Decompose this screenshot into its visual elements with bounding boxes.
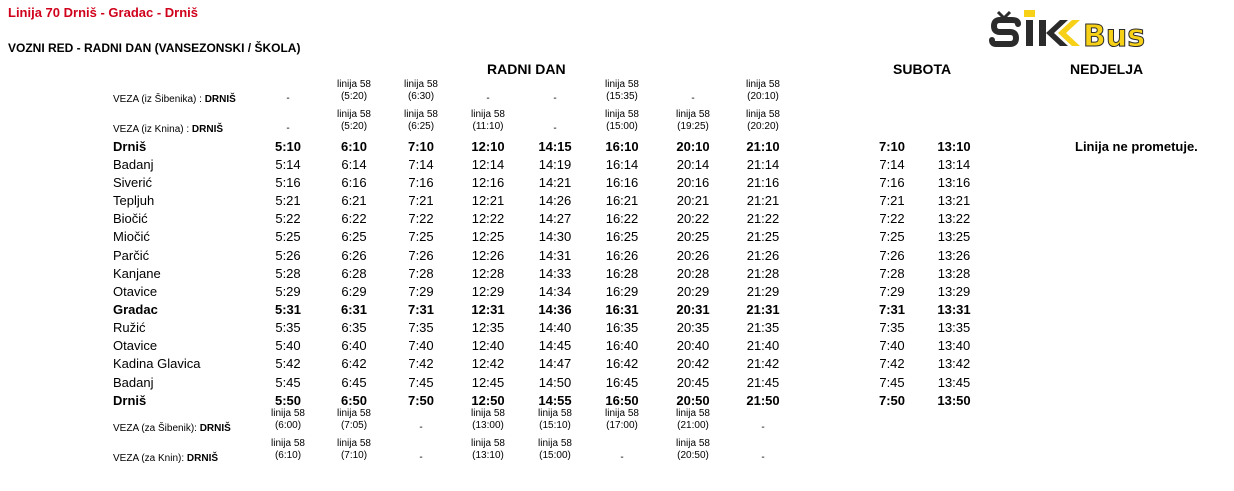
column-header-radni-dan: RADNI DAN xyxy=(487,61,566,77)
veza-cell xyxy=(525,438,585,462)
saturday-departure-time: 13:50 xyxy=(937,393,971,408)
saturday-departure-time: 13:28 xyxy=(937,266,971,281)
stop-name: Badanj xyxy=(113,157,154,172)
veza-cell xyxy=(391,422,451,434)
saturday-departure-time: 7:21 xyxy=(879,193,905,208)
departure-time: 7:35 xyxy=(408,320,434,335)
departure-time: 16:21 xyxy=(605,193,639,208)
departure-time: 7:22 xyxy=(408,211,434,226)
veza-cell xyxy=(458,408,518,432)
departure-time: 16:35 xyxy=(605,320,639,335)
departure-time: 20:25 xyxy=(676,229,710,244)
veza-cell xyxy=(733,79,793,103)
departure-time: 7:26 xyxy=(408,248,434,263)
departure-time: 12:25 xyxy=(471,229,505,244)
saturday-departure-time: 7:42 xyxy=(879,356,905,371)
veza-cell xyxy=(592,79,652,103)
veza-label-place: DRNIŠ xyxy=(199,423,231,434)
veza-line-time: - xyxy=(419,422,423,433)
veza-line-label: linija 58 xyxy=(337,408,371,419)
column-header-nedjelja: NEDJELJA xyxy=(1070,61,1144,77)
departure-time: 14:50 xyxy=(538,375,572,390)
veza-line-label: linija 58 xyxy=(271,438,305,449)
departure-time: 6:35 xyxy=(341,320,367,335)
departure-time: 5:22 xyxy=(275,211,301,226)
saturday-departure-time: 13:26 xyxy=(937,248,971,263)
saturday-departure-time: 13:31 xyxy=(937,302,971,317)
veza-line-time: - xyxy=(419,452,423,463)
veza-cell xyxy=(733,452,793,464)
veza-cell xyxy=(258,123,318,135)
veza-label-text: VEZA (iz Šibenika) : xyxy=(113,94,202,105)
veza-line-time: (15:00) xyxy=(606,121,638,132)
departure-time: 12:45 xyxy=(471,375,505,390)
saturday-departure-time: 7:22 xyxy=(879,211,905,226)
veza-line-time: (15:00) xyxy=(539,450,571,461)
veza-label-text: VEZA (za Knin): xyxy=(113,453,185,464)
saturday-departure-time: 7:16 xyxy=(879,175,905,190)
saturday-departure-time: 13:25 xyxy=(937,229,971,244)
departure-time: 16:42 xyxy=(605,356,639,371)
veza-line-label: linija 58 xyxy=(404,79,438,90)
departure-time: 21:40 xyxy=(746,338,780,353)
veza-cell xyxy=(592,452,652,464)
departure-time: 12:26 xyxy=(471,248,505,263)
departure-time: 20:16 xyxy=(676,175,710,190)
saturday-departure-time: 7:40 xyxy=(879,338,905,353)
departure-time: 20:10 xyxy=(676,139,710,154)
veza-label-place: DRNIŠ xyxy=(186,453,219,464)
saturday-departure-time: 13:22 xyxy=(937,211,971,226)
saturday-departure-time: 13:40 xyxy=(937,338,971,353)
departure-time: 5:29 xyxy=(275,284,301,299)
departure-time: 7:16 xyxy=(408,175,434,190)
sikbus-logo xyxy=(988,8,1168,52)
departure-time: 21:26 xyxy=(746,248,780,263)
departure-time: 14:47 xyxy=(538,356,572,371)
departure-time: 5:10 xyxy=(274,139,302,154)
veza-label-text: VEZA (iz Knina) : xyxy=(113,124,190,135)
departure-time: 16:40 xyxy=(605,338,639,353)
departure-time: 20:31 xyxy=(676,302,710,317)
timetable-title: Linija 70 Drniš - Gradac - Drniš xyxy=(8,5,198,20)
departure-time: 12:29 xyxy=(471,284,505,299)
departure-time: 20:40 xyxy=(676,338,710,353)
departure-time: 7:29 xyxy=(408,284,434,299)
veza-cell xyxy=(324,109,384,133)
veza-line-label: linija 58 xyxy=(538,408,572,419)
saturday-departure-time: 13:35 xyxy=(937,320,971,335)
departure-time: 6:14 xyxy=(341,157,367,172)
veza-cell xyxy=(391,452,451,464)
veza-cell xyxy=(525,408,585,432)
departure-time: 12:21 xyxy=(471,193,505,208)
departure-time: 6:16 xyxy=(341,175,367,190)
saturday-departure-time: 7:45 xyxy=(879,375,905,390)
departure-time: 12:22 xyxy=(471,211,505,226)
departure-time: 6:50 xyxy=(340,393,368,408)
departure-time: 6:25 xyxy=(341,229,367,244)
stop-name: Parčić xyxy=(113,248,150,263)
departure-time: 7:50 xyxy=(407,393,435,408)
departure-time: 6:29 xyxy=(341,284,367,299)
veza-line-time: (6:10) xyxy=(274,450,302,461)
veza-cell xyxy=(324,79,384,103)
saturday-departure-time: 13:16 xyxy=(937,175,971,190)
veza-line-time: - xyxy=(691,93,695,104)
departure-time: 7:25 xyxy=(408,229,434,244)
veza-line-label: linija 58 xyxy=(605,109,639,120)
veza-line-time: - xyxy=(620,452,624,463)
veza-line-label: linija 58 xyxy=(404,109,438,120)
departure-time: 12:31 xyxy=(471,302,505,317)
departure-time: 6:21 xyxy=(341,193,367,208)
departure-time: 14:26 xyxy=(538,193,572,208)
veza-cell xyxy=(258,408,318,432)
veza-line-time: (15:10) xyxy=(539,420,571,431)
veza-line-time: (19:25) xyxy=(677,121,709,132)
veza-line-time: (17:00) xyxy=(606,420,638,431)
veza-line-time: (13:10) xyxy=(472,450,504,461)
veza-line-time: - xyxy=(761,452,765,463)
veza-line-label: linija 58 xyxy=(676,438,710,449)
veza-line-time: (6:25) xyxy=(407,121,435,132)
veza-line-time: (5:20) xyxy=(340,121,368,132)
saturday-departure-time: 7:29 xyxy=(879,284,905,299)
veza-label xyxy=(113,423,231,434)
departure-time: 21:22 xyxy=(746,211,780,226)
departure-time: 21:25 xyxy=(746,229,780,244)
departure-time: 5:26 xyxy=(275,248,301,263)
departure-time: 16:31 xyxy=(605,302,639,317)
departure-time: 20:45 xyxy=(676,375,710,390)
veza-line-time: (20:10) xyxy=(747,91,779,102)
departure-time: 12:50 xyxy=(471,393,505,408)
departure-time: 20:26 xyxy=(676,248,710,263)
departure-time: 20:28 xyxy=(676,266,710,281)
departure-time: 6:42 xyxy=(341,356,367,371)
departure-time: 16:25 xyxy=(605,229,639,244)
departure-time: 20:29 xyxy=(676,284,710,299)
departure-time: 21:28 xyxy=(746,266,780,281)
veza-line-time: (15:35) xyxy=(606,91,638,102)
departure-time: 12:40 xyxy=(471,338,505,353)
veza-line-time: - xyxy=(761,422,765,433)
departure-time: 21:50 xyxy=(746,393,780,408)
veza-line-label: linija 58 xyxy=(746,79,780,90)
veza-line-time: (7:10) xyxy=(340,450,368,461)
departure-time: 7:31 xyxy=(407,302,435,317)
departure-time: 16:22 xyxy=(605,211,639,226)
departure-time: 12:10 xyxy=(471,139,505,154)
departure-time: 5:25 xyxy=(275,229,301,244)
departure-time: 21:42 xyxy=(746,356,780,371)
departure-time: 21:35 xyxy=(746,320,780,335)
veza-label xyxy=(113,94,236,105)
departure-time: 16:29 xyxy=(605,284,639,299)
veza-line-label: linija 58 xyxy=(337,79,371,90)
departure-time: 6:10 xyxy=(340,139,368,154)
saturday-departure-time: 7:26 xyxy=(879,248,905,263)
veza-cell xyxy=(592,408,652,432)
departure-time: 16:28 xyxy=(605,266,639,281)
departure-time: 12:42 xyxy=(471,356,505,371)
veza-cell xyxy=(258,93,318,105)
veza-line-time: (7:05) xyxy=(340,420,368,431)
veza-line-label: linija 58 xyxy=(337,109,371,120)
saturday-departure-time: 13:42 xyxy=(937,356,971,371)
veza-line-time: - xyxy=(553,123,557,134)
departure-time: 6:26 xyxy=(341,248,367,263)
stop-name: Miočić xyxy=(113,229,150,244)
departure-time: 20:22 xyxy=(676,211,710,226)
departure-time: 21:45 xyxy=(746,375,780,390)
departure-time: 6:31 xyxy=(340,302,368,317)
saturday-departure-time: 13:21 xyxy=(937,193,971,208)
departure-time: 16:45 xyxy=(605,375,639,390)
veza-line-time: (21:00) xyxy=(677,420,709,431)
veza-label xyxy=(113,453,218,464)
veza-cell xyxy=(391,109,451,133)
veza-cell xyxy=(458,109,518,133)
departure-time: 14:19 xyxy=(538,157,572,172)
departure-time: 14:15 xyxy=(538,139,572,154)
veza-label-place: DRNIŠ xyxy=(204,94,236,105)
stop-name: Otavice xyxy=(113,338,158,353)
veza-line-time: (6:00) xyxy=(274,420,302,431)
veza-line-time: - xyxy=(486,93,490,104)
departure-time: 20:35 xyxy=(676,320,710,335)
veza-cell xyxy=(458,93,518,105)
departure-time: 14:34 xyxy=(538,284,572,299)
veza-line-time: - xyxy=(286,93,290,104)
saturday-departure-time: 13:10 xyxy=(937,139,971,154)
saturday-departure-time: 7:10 xyxy=(878,139,906,154)
departure-time: 21:21 xyxy=(746,193,780,208)
veza-line-label: linija 58 xyxy=(471,438,505,449)
departure-time: 14:55 xyxy=(538,393,572,408)
departure-time: 5:21 xyxy=(275,193,301,208)
stop-name: Drniš xyxy=(113,393,147,408)
departure-time: 20:42 xyxy=(676,356,710,371)
veza-line-time: (5:20) xyxy=(340,91,368,102)
stop-name: Kadina Glavica xyxy=(113,356,201,371)
veza-cell xyxy=(525,93,585,105)
svg-text:Bus: Bus xyxy=(1083,19,1146,52)
stop-name: Ružić xyxy=(113,320,146,335)
saturday-departure-time: 7:28 xyxy=(879,266,905,281)
veza-label-place: DRNIŠ xyxy=(191,124,224,135)
veza-cell xyxy=(324,438,384,462)
veza-line-label: linija 58 xyxy=(605,79,639,90)
departure-time: 16:26 xyxy=(605,248,639,263)
departure-time: 7:28 xyxy=(408,266,434,281)
veza-cell xyxy=(663,93,723,105)
stop-name: Tepljuh xyxy=(113,193,155,208)
departure-time: 5:31 xyxy=(274,302,302,317)
departure-time: 7:14 xyxy=(408,157,434,172)
saturday-departure-time: 7:50 xyxy=(878,393,906,408)
veza-line-label: linija 58 xyxy=(271,408,305,419)
departure-time: 21:31 xyxy=(746,302,780,317)
departure-time: 16:14 xyxy=(605,157,639,172)
departure-time: 21:10 xyxy=(746,139,780,154)
departure-time: 21:29 xyxy=(746,284,780,299)
departure-time: 12:35 xyxy=(471,320,505,335)
veza-line-label: linija 58 xyxy=(337,438,371,449)
departure-time: 16:50 xyxy=(605,393,639,408)
veza-cell xyxy=(592,109,652,133)
veza-line-label: linija 58 xyxy=(746,109,780,120)
departure-time: 7:42 xyxy=(408,356,434,371)
stop-name: Biočić xyxy=(113,211,148,226)
departure-time: 5:14 xyxy=(275,157,301,172)
veza-line-time: - xyxy=(553,93,557,104)
departure-time: 6:40 xyxy=(341,338,367,353)
veza-line-time: - xyxy=(286,123,290,134)
column-header-subota: SUBOTA xyxy=(893,61,952,77)
veza-cell xyxy=(324,408,384,432)
departure-time: 14:33 xyxy=(538,266,572,281)
veza-line-label: linija 58 xyxy=(538,438,572,449)
departure-time: 20:21 xyxy=(676,193,710,208)
departure-time: 5:45 xyxy=(275,375,301,390)
veza-label xyxy=(113,124,223,135)
departure-time: 21:14 xyxy=(746,157,780,172)
veza-cell xyxy=(258,438,318,462)
departure-time: 7:21 xyxy=(408,193,434,208)
departure-time: 7:10 xyxy=(407,139,435,154)
nedjelja-no-service-note: Linija ne prometuje. xyxy=(1075,139,1198,154)
departure-time: 6:22 xyxy=(341,211,367,226)
stop-name: Kanjane xyxy=(113,266,161,281)
veza-line-label: linija 58 xyxy=(676,408,710,419)
departure-time: 16:10 xyxy=(605,139,639,154)
veza-cell xyxy=(663,408,723,432)
timetable-subtitle: VOZNI RED - RADNI DAN (VANSEZONSKI / ŠKOLA) xyxy=(8,41,301,55)
departure-time: 7:45 xyxy=(408,375,434,390)
saturday-departure-time: 13:45 xyxy=(937,375,971,390)
veza-line-label: linija 58 xyxy=(471,408,505,419)
veza-label-text: VEZA (za Šibenik): xyxy=(113,423,197,434)
saturday-departure-time: 7:35 xyxy=(879,320,905,335)
departure-time: 5:50 xyxy=(274,393,302,408)
stop-name: Drniš xyxy=(113,139,147,154)
veza-cell xyxy=(525,123,585,135)
departure-time: 12:16 xyxy=(471,175,505,190)
veza-line-label: linija 58 xyxy=(676,109,710,120)
departure-time: 14:45 xyxy=(538,338,572,353)
veza-cell xyxy=(663,438,723,462)
veza-cell xyxy=(733,109,793,133)
veza-line-time: (13:00) xyxy=(472,420,504,431)
departure-time: 14:30 xyxy=(538,229,572,244)
departure-time: 5:16 xyxy=(275,175,301,190)
veza-line-time: (11:10) xyxy=(472,121,504,132)
veza-line-label: linija 58 xyxy=(471,109,505,120)
departure-time: 14:27 xyxy=(538,211,572,226)
veza-cell xyxy=(391,79,451,103)
departure-time: 16:16 xyxy=(605,175,639,190)
departure-time: 14:36 xyxy=(538,302,572,317)
departure-time: 20:50 xyxy=(676,393,710,408)
veza-cell xyxy=(458,438,518,462)
departure-time: 12:28 xyxy=(471,266,505,281)
saturday-departure-time: 7:25 xyxy=(879,229,905,244)
departure-time: 14:21 xyxy=(538,175,572,190)
departure-time: 5:42 xyxy=(275,356,301,371)
veza-line-time: (20:50) xyxy=(677,450,709,461)
stop-name: Siverić xyxy=(113,175,153,190)
stop-name: Otavice xyxy=(113,284,158,299)
saturday-departure-time: 7:31 xyxy=(878,302,906,317)
departure-time: 6:45 xyxy=(341,375,367,390)
departure-time: 14:40 xyxy=(538,320,572,335)
veza-line-time: (20:20) xyxy=(747,121,779,132)
stop-name: Gradac xyxy=(113,302,158,317)
departure-time: 12:14 xyxy=(471,157,505,172)
stop-name: Badanj xyxy=(113,375,154,390)
veza-cell xyxy=(663,109,723,133)
departure-time: 14:31 xyxy=(538,248,572,263)
departure-time: 20:14 xyxy=(676,157,710,172)
veza-cell xyxy=(733,422,793,434)
saturday-departure-time: 7:14 xyxy=(879,157,905,172)
departure-time: 5:35 xyxy=(275,320,301,335)
departure-time: 5:28 xyxy=(275,266,301,281)
departure-time: 7:40 xyxy=(408,338,434,353)
departure-time: 6:28 xyxy=(341,266,367,281)
saturday-departure-time: 13:14 xyxy=(937,157,971,172)
veza-line-time: (6:30) xyxy=(407,91,435,102)
saturday-departure-time: 13:29 xyxy=(937,284,971,299)
departure-time: 5:40 xyxy=(275,338,301,353)
veza-line-label: linija 58 xyxy=(605,408,639,419)
departure-time: 21:16 xyxy=(746,175,780,190)
